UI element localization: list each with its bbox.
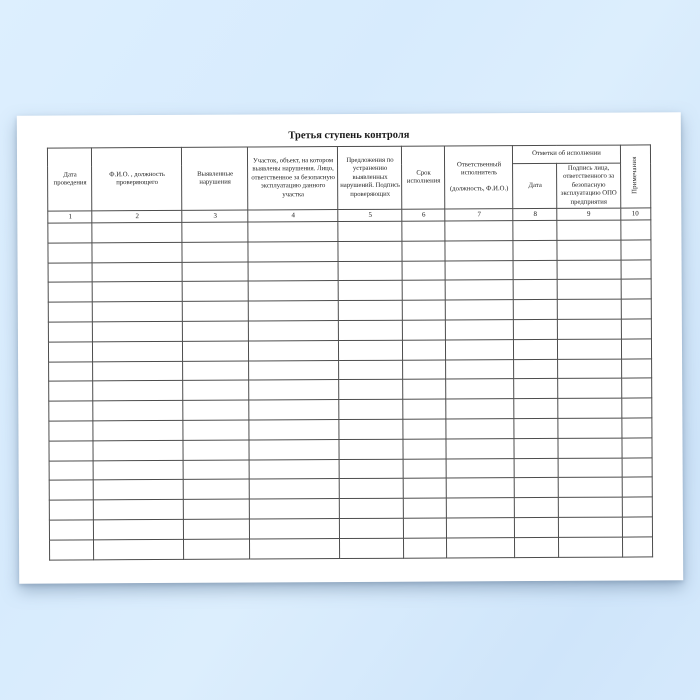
empty-cell [49,401,93,421]
empty-cell [558,398,621,418]
empty-cell [515,517,559,537]
empty-cell [447,458,515,478]
empty-cell [558,299,621,319]
empty-cell [514,438,558,458]
control-journal-table [47,144,652,560]
empty-cell [559,537,622,557]
column-number: 6 [402,209,445,221]
empty-cell [404,459,447,479]
empty-cell [49,361,93,381]
column-number: 9 [557,208,620,220]
empty-cell [249,340,339,360]
empty-cell [339,399,403,419]
empty-cell [514,379,558,399]
empty-cell [339,419,403,439]
empty-cell [183,262,249,282]
empty-cell [250,479,340,499]
empty-cell [183,440,249,460]
empty-cell [404,498,447,518]
document-sheet [17,112,683,583]
empty-cell [622,537,652,557]
empty-cell [94,539,184,559]
empty-cell [183,420,249,440]
column-number: 3 [182,210,248,222]
empty-cell [403,261,446,281]
empty-cell [339,340,403,360]
empty-cell [622,517,652,537]
empty-cell [248,222,338,242]
empty-cell [340,479,404,499]
empty-cell [49,381,93,401]
empty-cell [559,477,622,497]
empty-cell [621,319,651,339]
empty-cell [515,537,559,557]
empty-cell [620,240,650,260]
empty-cell [250,538,340,558]
header-col-exec-date: Дата [513,163,557,208]
empty-cell [339,300,403,320]
empty-cell [447,478,515,498]
empty-cell [48,243,92,263]
empty-cell [446,399,514,419]
empty-cell [339,360,403,380]
empty-cell [184,460,250,480]
empty-cell [249,281,339,301]
empty-cell [622,477,652,497]
empty-cell [558,418,621,438]
empty-cell [403,340,446,360]
empty-cell [49,282,93,302]
header-col-executor-line1: Ответственный исполнитель [456,161,502,177]
empty-cell [250,459,340,479]
empty-cell [514,418,558,438]
empty-cell [49,421,93,441]
empty-cell [447,537,515,557]
empty-cell [558,319,621,339]
header-group-execution-marks: Отметки об исполнении [513,145,620,164]
empty-cell [50,460,94,480]
empty-cell [621,438,651,458]
empty-cell [446,280,514,300]
header-col-executor-line2: (должность, Ф.И.О.) [449,184,509,193]
empty-cell [403,280,446,300]
empty-cell [403,439,446,459]
empty-cell [249,380,339,400]
empty-cell [558,359,621,379]
empty-cell [558,279,621,299]
empty-cell [183,341,249,361]
empty-cell [49,441,93,461]
empty-cell [515,498,559,518]
empty-cell [249,439,339,459]
empty-cell [250,499,340,519]
empty-cell [621,339,651,359]
empty-cell [621,279,651,299]
empty-cell [514,339,558,359]
empty-cell [184,499,250,519]
empty-cell [515,478,559,498]
empty-cell [182,222,248,242]
empty-cell [558,339,621,359]
empty-cell [93,341,183,361]
empty-cell [182,242,248,262]
empty-cell [559,497,622,517]
empty-cell [249,301,339,321]
empty-cell [446,438,514,458]
empty-cell [340,459,404,479]
empty-cell [403,399,446,419]
empty-cell [339,439,403,459]
empty-cell [184,479,250,499]
empty-cell [403,419,446,439]
empty-cell [559,458,622,478]
empty-cell [403,379,446,399]
empty-cell [621,299,651,319]
empty-cell [446,379,514,399]
empty-cell [50,480,94,500]
empty-cell [93,401,183,421]
empty-cell [622,497,652,517]
header-col-site: Участок, объект, на котором выявлены нарушения. Лицо, ответственное за безопасную эксплуатацию данного участка [248,147,338,210]
empty-cell [622,457,652,477]
empty-cell [621,260,651,280]
empty-cell [558,378,621,398]
empty-cell [339,320,403,340]
column-number: 10 [620,208,650,220]
empty-cell [184,519,250,539]
empty-cell [48,223,92,243]
empty-journal-row [50,537,652,560]
empty-cell [446,339,514,359]
empty-cell [402,221,445,241]
empty-cell [50,500,94,520]
empty-cell [338,221,402,241]
empty-cell [183,380,249,400]
column-number: 5 [338,209,402,221]
empty-cell [621,418,651,438]
empty-cell [93,302,183,322]
empty-cell [94,500,184,520]
empty-cell [514,300,558,320]
empty-cell [340,538,404,558]
empty-cell [515,458,559,478]
empty-cell [621,398,651,418]
empty-cell [447,518,515,538]
empty-cell [513,240,557,260]
empty-cell [183,361,249,381]
empty-cell [446,260,514,280]
empty-cell [248,241,338,261]
empty-cell [183,321,249,341]
column-number: 8 [513,208,557,220]
empty-cell [249,261,339,281]
empty-cell [558,260,621,280]
empty-cell [404,478,447,498]
empty-cell [93,282,183,302]
empty-cell [404,518,447,538]
header-col-date: Дата проведения [48,148,92,211]
empty-cell [446,300,514,320]
empty-cell [558,438,621,458]
empty-cell [183,301,249,321]
empty-cell [339,281,403,301]
empty-cell [514,280,558,300]
header-col-notes [620,145,650,208]
column-number: 4 [248,210,338,222]
empty-cell [514,359,558,379]
empty-cell [92,242,182,262]
empty-cell [514,399,558,419]
empty-cell [514,319,558,339]
empty-cell [93,361,183,381]
empty-cell [249,360,339,380]
column-number: 7 [445,209,513,221]
empty-cell [621,359,651,379]
empty-cell [49,342,93,362]
empty-cell [49,322,93,342]
empty-cell [93,321,183,341]
empty-cell [403,360,446,380]
empty-cell [446,320,514,340]
empty-cell [250,519,340,539]
empty-cell [249,400,339,420]
empty-cell [339,380,403,400]
empty-cell [402,241,445,261]
empty-cell [49,302,93,322]
empty-cell [50,520,94,540]
header-col-proposals: Предложения по устранению выявленных нарушений. Подпись проверяющих [338,146,402,209]
empty-cell [446,419,514,439]
header-col-deadline: Срок исполнения [402,146,445,209]
empty-cell [339,261,403,281]
header-col-violations: Выявленные нарушения [182,147,248,210]
header-col-notes-label: Примечания [630,156,639,194]
empty-cell [559,517,622,537]
empty-cell [249,420,339,440]
empty-cell [446,359,514,379]
column-number: 2 [92,210,182,222]
empty-cell [183,400,249,420]
empty-cell [92,222,182,242]
empty-cell [94,519,184,539]
empty-cell [403,300,446,320]
column-number: 1 [48,211,92,223]
empty-cell [621,378,651,398]
empty-cell [514,260,558,280]
empty-cell [557,240,620,260]
empty-cell [340,498,404,518]
empty-cell [184,539,250,559]
empty-cell [445,221,513,241]
empty-cell [93,440,183,460]
empty-cell [445,240,513,260]
empty-cell [620,220,650,240]
empty-cell [249,321,339,341]
empty-cell [94,480,184,500]
empty-cell [93,262,183,282]
header-col-signature: Подпись лица, ответственного за безопасную эксплуатацию ОПО предприятия [557,163,620,208]
header-col-inspector: Ф.И.О. , должность проверяющего [92,147,182,210]
empty-cell [93,420,183,440]
empty-cell [93,381,183,401]
empty-cell [183,281,249,301]
empty-cell [404,538,447,558]
empty-cell [49,262,93,282]
empty-cell [50,540,94,560]
empty-cell [340,518,404,538]
empty-cell [403,320,446,340]
empty-cell [557,220,620,240]
document-title: Третья ступень контроля [288,129,410,142]
empty-cell [94,460,184,480]
empty-cell [513,220,557,240]
empty-cell [447,498,515,518]
header-col-executor [445,146,513,209]
empty-cell [338,241,402,261]
